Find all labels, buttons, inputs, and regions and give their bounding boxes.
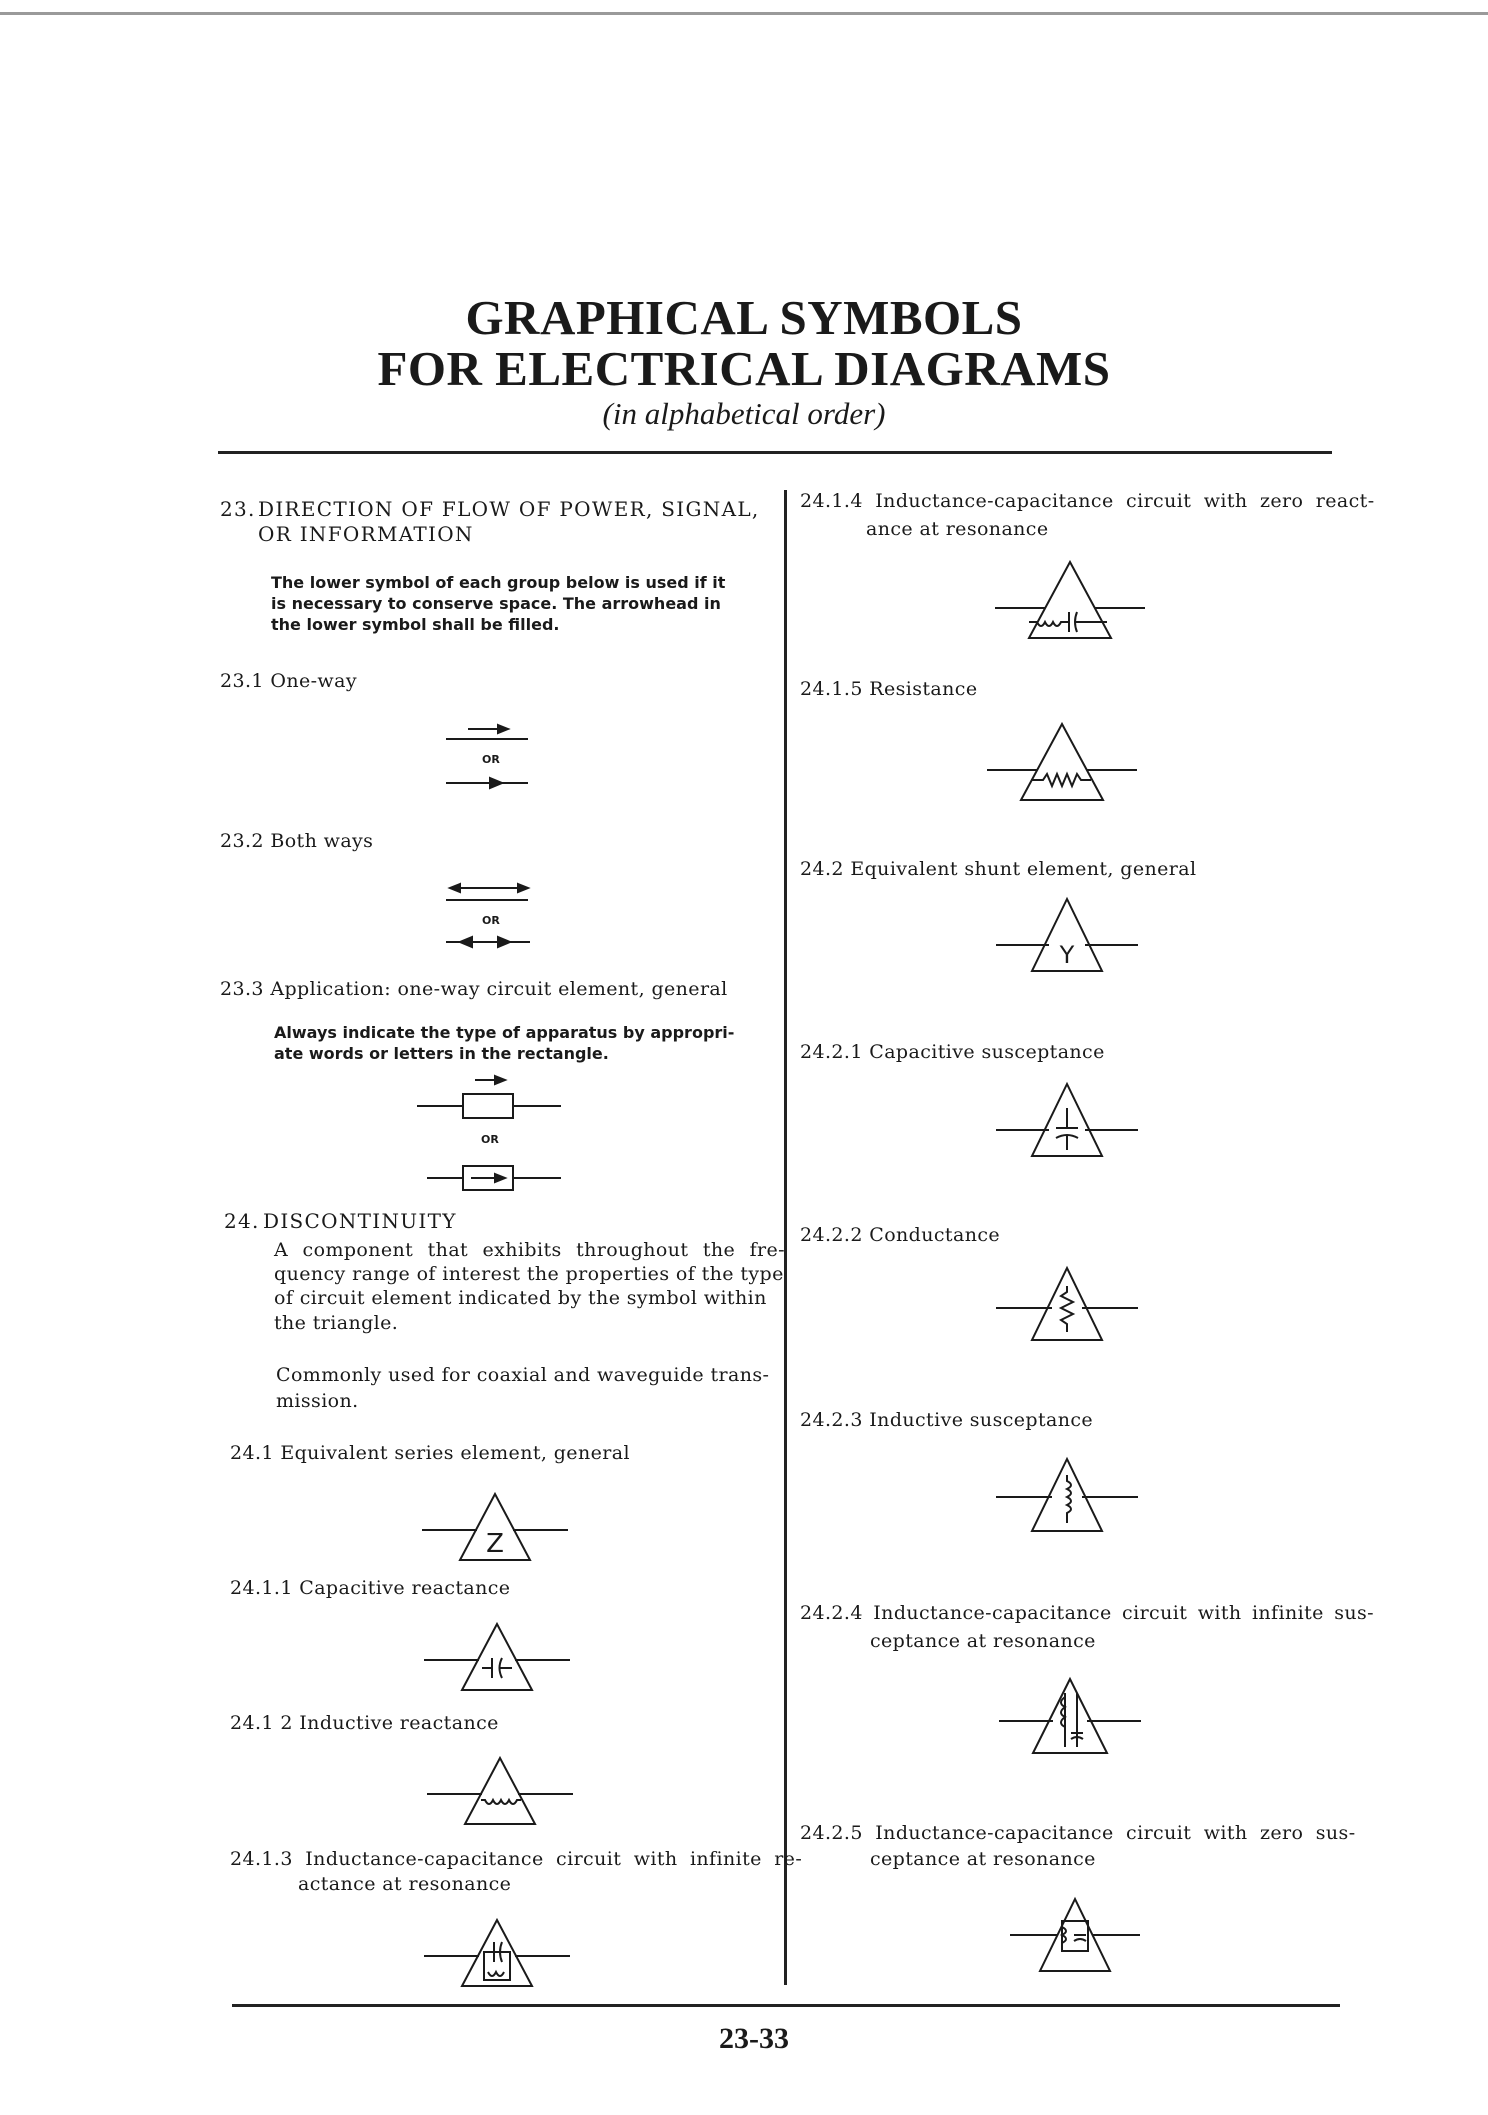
item-24-2-3-label: 24.2.3 Inductive susceptance bbox=[800, 1409, 1094, 1431]
lc-zero-reactance-symbol bbox=[995, 558, 1145, 643]
or-label: OR bbox=[481, 1133, 499, 1146]
item-23-1-label: 23.1 One-way bbox=[220, 670, 357, 692]
page-number: 23-33 bbox=[719, 2022, 789, 2055]
page-subtitle: (in alphabetical order) bbox=[602, 396, 886, 431]
item-23-3-note-line-1: Always indicate the type of apparatus by appropri- bbox=[274, 1023, 735, 1042]
inductive-susceptance-symbol bbox=[992, 1455, 1142, 1540]
item-24-2-label: 24.2 Equivalent shunt element, general bbox=[800, 858, 1197, 880]
section-24-desc-line-3: of circuit element indicated by the symbol within bbox=[274, 1287, 767, 1309]
capacitive-reactance-symbol bbox=[422, 1620, 572, 1695]
section-24-title: DISCONTINUITY bbox=[263, 1209, 457, 1233]
section-24-number: 24. bbox=[224, 1209, 260, 1233]
section-23-note-line-3: the lower symbol shall be filled. bbox=[271, 615, 560, 634]
lc-zero-susceptance-symbol bbox=[1000, 1895, 1150, 1980]
section-24-desc-line-1: A component that exhibits throughout the fre- bbox=[274, 1239, 785, 1261]
section-23-title-line-2: OR INFORMATION bbox=[258, 522, 474, 546]
capacitive-susceptance-symbol bbox=[992, 1080, 1142, 1165]
shunt-element-symbol bbox=[992, 895, 1142, 980]
header-rule bbox=[218, 451, 1332, 454]
section-23-note-line-1: The lower symbol of each group below is used if it bbox=[271, 573, 726, 592]
resistance-symbol bbox=[987, 720, 1137, 805]
section-24-desc-line-4: the triangle. bbox=[274, 1312, 399, 1334]
one-way-arrow-symbol bbox=[440, 715, 540, 790]
both-ways-arrow-symbol bbox=[440, 876, 540, 951]
item-24-1-5-label: 24.1.5 Resistance bbox=[800, 678, 978, 700]
item-23-2-label: 23.2 Both ways bbox=[220, 830, 374, 852]
item-24-1-2-label: 24.1 2 Inductive reactance bbox=[230, 1712, 499, 1734]
series-element-symbol bbox=[420, 1490, 570, 1565]
footer-rule bbox=[232, 2004, 1340, 2007]
lc-infinite-reactance-symbol bbox=[422, 1916, 572, 1991]
section-24-use-line-1: Commonly used for coaxial and waveguide trans- bbox=[276, 1364, 770, 1386]
or-label: OR bbox=[482, 914, 500, 927]
item-24-2-4-line-1: 24.2.4 Inductance-capacitance circuit with infinite sus- bbox=[800, 1602, 1374, 1624]
item-24-2-5-line-2: ceptance at resonance bbox=[870, 1848, 1096, 1870]
section-23-note-line-2: is necessary to conserve space. The arrowhead in bbox=[271, 594, 721, 613]
inductive-reactance-symbol bbox=[425, 1754, 575, 1829]
page-title-line-1: GRAPHICAL SYMBOLS bbox=[465, 290, 1023, 345]
item-23-3-note-line-2: ate words or letters in the rectangle. bbox=[274, 1044, 609, 1063]
page-title-line-2: FOR ELECTRICAL DIAGRAMS bbox=[377, 341, 1111, 396]
item-24-2-2-label: 24.2.2 Conductance bbox=[800, 1224, 1001, 1246]
conductance-symbol bbox=[992, 1264, 1142, 1349]
item-24-2-4-line-2: ceptance at resonance bbox=[870, 1630, 1096, 1652]
section-24-desc-line-2: quency range of interest the properties of the type bbox=[274, 1263, 784, 1285]
item-24-1-4-line-1: 24.1.4 Inductance-capacitance circuit with zero react- bbox=[800, 490, 1375, 512]
item-24-2-1-label: 24.2.1 Capacitive susceptance bbox=[800, 1041, 1105, 1063]
or-label: OR bbox=[482, 753, 500, 766]
section-23-title-line-1: DIRECTION OF FLOW OF POWER, SIGNAL, bbox=[258, 497, 760, 521]
shunt-element-letter: Y bbox=[1059, 941, 1075, 969]
series-element-letter: Z bbox=[486, 1529, 504, 1559]
scan-top-edge bbox=[0, 12, 1488, 15]
item-24-1-4-line-2: ance at resonance bbox=[866, 518, 1049, 540]
section-23-number: 23. bbox=[220, 497, 256, 521]
lc-infinite-susceptance-symbol bbox=[995, 1675, 1145, 1760]
item-24-2-5-line-1: 24.2.5 Inductance-capacitance circuit with zero sus- bbox=[800, 1822, 1356, 1844]
item-24-1-3-line-1: 24.1.3 Inductance-capacitance circuit with infinite re- bbox=[230, 1848, 803, 1870]
item-24-1-3-line-2: actance at resonance bbox=[298, 1873, 512, 1895]
item-24-1-1-label: 24.1.1 Capacitive reactance bbox=[230, 1577, 511, 1599]
one-way-circuit-element-symbol bbox=[415, 1072, 565, 1197]
item-23-3-label: 23.3 Application: one-way circuit element, general bbox=[220, 978, 728, 1000]
section-24-use-line-2: mission. bbox=[276, 1390, 359, 1412]
item-24-1-label: 24.1 Equivalent series element, general bbox=[230, 1442, 630, 1464]
